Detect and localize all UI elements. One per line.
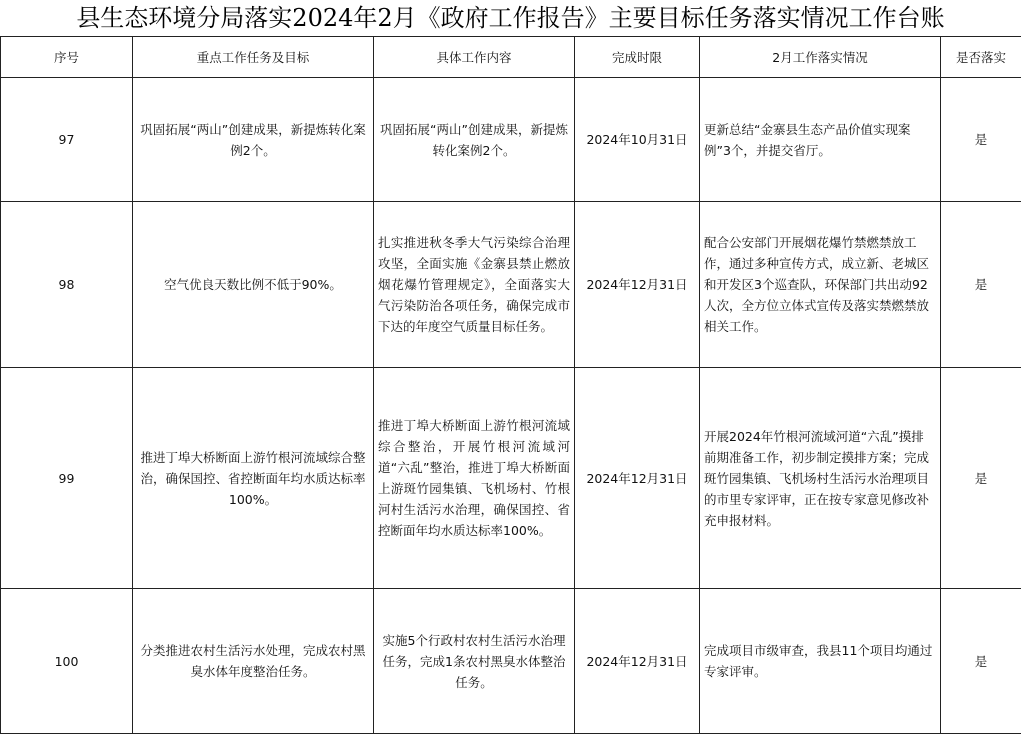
- row-progress: 开展2024年竹根河流域河道“六乱”摸排前期准备工作，初步制定摸排方案；完成斑竹园集镇、飞机场村生活污水治理项目的市里专家评审，正在按专家意见修改补充申报材料。: [700, 368, 941, 589]
- row-index: 98: [1, 202, 133, 368]
- row-content: 实施5个行政村农村生活污水治理任务，完成1条农村黑臭水体整治任务。: [374, 589, 575, 734]
- header-done: 是否落实: [941, 37, 1021, 78]
- row-index: 100: [1, 589, 133, 734]
- header-task: 重点工作任务及目标: [133, 37, 374, 78]
- row-index: 97: [1, 78, 133, 202]
- row-task: 空气优良天数比例不低于90%。: [133, 202, 374, 368]
- row-deadline: 2024年12月31日: [575, 589, 700, 734]
- ledger-table: [0, 36, 1021, 734]
- row-deadline: 2024年12月31日: [575, 368, 700, 589]
- row-progress: 完成项目市级审查，我县11个项目均通过专家评审。: [700, 589, 941, 734]
- row-content: 扎实推进秋冬季大气污染综合治理攻坚，全面实施《金寨县禁止燃放烟花爆竹管理规定》，全面落实大气污染防治各项任务，确保完成市下达的年度空气质量目标任务。: [374, 202, 575, 368]
- row-done: 是: [941, 368, 1021, 589]
- row-task: 推进丁埠大桥断面上游竹根河流域综合整治，确保国控、省控断面年均水质达标率100%。: [133, 368, 374, 589]
- row-progress: 更新总结“金寨县生态产品价值实现案例”3个，并提交省厅。: [700, 78, 941, 202]
- row-done: 是: [941, 78, 1021, 202]
- row-index: 99: [1, 368, 133, 589]
- table-row: [1, 368, 1021, 589]
- row-progress: 配合公安部门开展烟花爆竹禁燃禁放工作，通过多种宣传方式，成立新、老城区和开发区3个巡查队，环保部门共出动92人次，全方位立体式宣传及落实禁燃禁放相关工作。: [700, 202, 941, 368]
- header-index: 序号: [1, 37, 133, 78]
- row-deadline: 2024年12月31日: [575, 202, 700, 368]
- page-title: 县生态环境分局落实2024年2月《政府工作报告》主要目标任务落实情况工作台账: [76, 4, 945, 32]
- row-deadline: 2024年10月31日: [575, 78, 700, 202]
- row-task: 巩固拓展“两山”创建成果，新提炼转化案例2个。: [133, 78, 374, 202]
- row-content: 巩固拓展“两山”创建成果，新提炼转化案例2个。: [374, 78, 575, 202]
- table-row: [1, 202, 1021, 368]
- row-task: 分类推进农村生活污水处理，完成农村黑臭水体年度整治任务。: [133, 589, 374, 734]
- header-deadline: 完成时限: [575, 37, 700, 78]
- header-content: 具体工作内容: [374, 37, 575, 78]
- row-done: 是: [941, 589, 1021, 734]
- row-done: 是: [941, 202, 1021, 368]
- table-header-row: [1, 37, 1021, 78]
- table-row: [1, 78, 1021, 202]
- header-progress: 2月工作落实情况: [700, 37, 941, 78]
- row-content: 推进丁埠大桥断面上游竹根河流域综合整治，开展竹根河流域河道“六乱”整治，推进丁埠大桥断面上游斑竹园集镇、飞机场村、竹根河村生活污水治理，确保国控、省控断面年均水质达标率100%。: [374, 368, 575, 589]
- table-row: [1, 589, 1021, 734]
